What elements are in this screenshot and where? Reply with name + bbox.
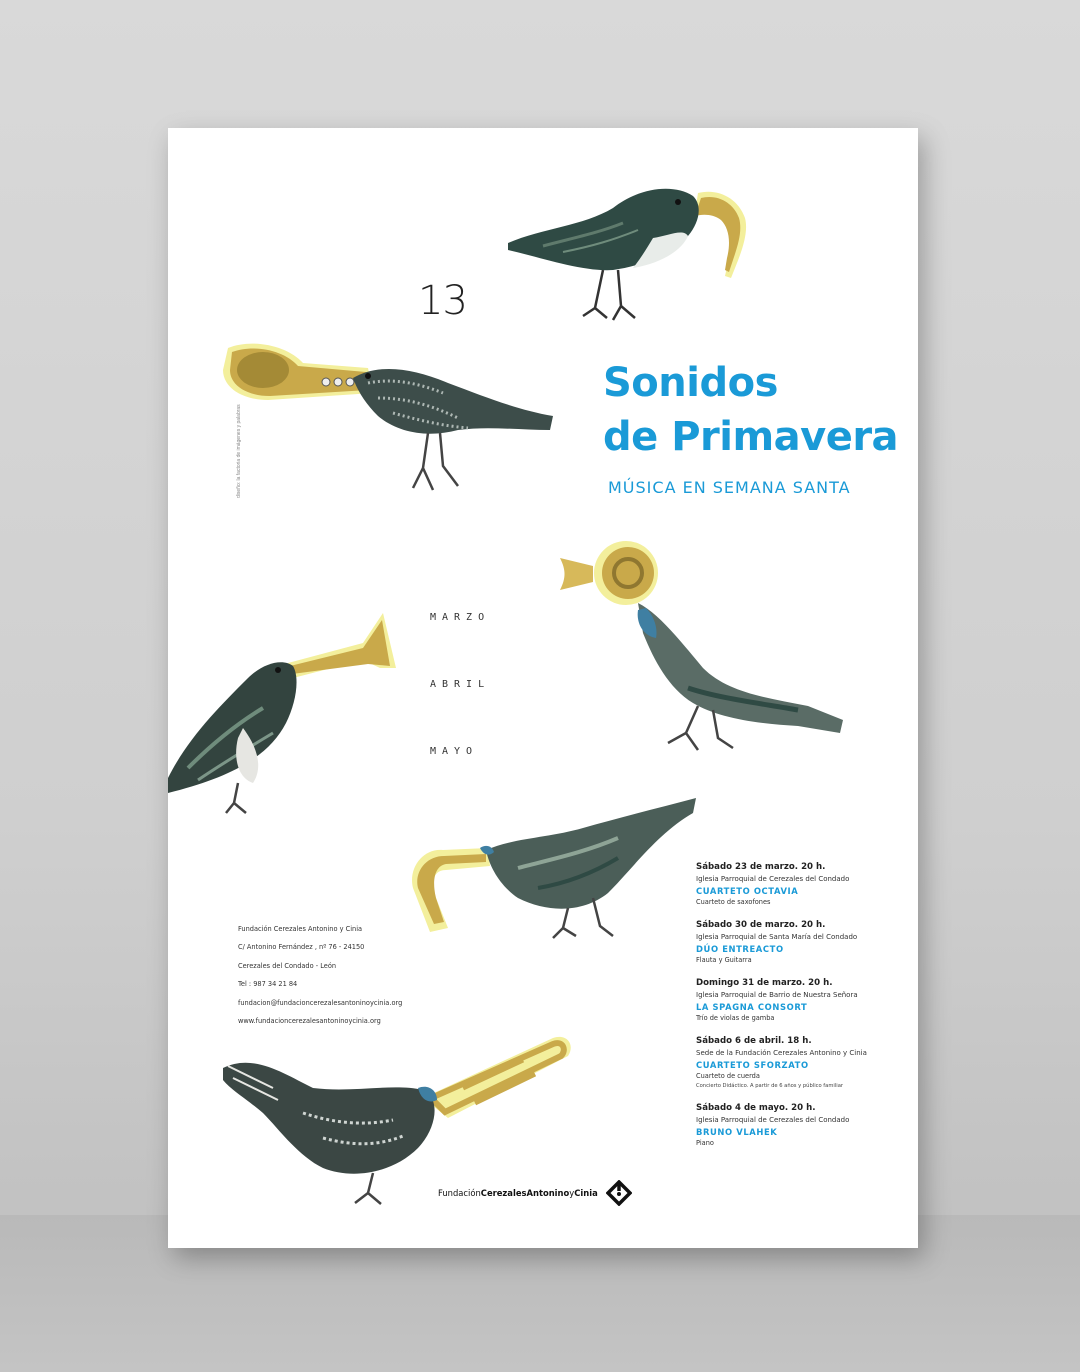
event-date: Sábado 23 de marzo. 20 h. — [696, 862, 826, 872]
month-april: ABRIL — [430, 679, 491, 690]
event-date: Sábado 30 de marzo. 20 h. — [696, 920, 826, 930]
edition-number: 13 — [418, 278, 467, 324]
events-list — [696, 861, 906, 1160]
event-item — [696, 861, 906, 908]
event-performer: DÚO ENTREACTO — [696, 944, 784, 954]
month-march: MARZO — [430, 612, 491, 623]
bird-trumpet-illustration — [168, 608, 408, 818]
bird-saxophone-illustration — [503, 178, 763, 328]
page-title — [603, 356, 898, 464]
logo-word-1: Fundación — [438, 1188, 481, 1198]
bird-horn-illustration — [558, 538, 858, 768]
logo-word-2: Cerezales — [480, 1188, 527, 1198]
contact-email: fundacion@fundacioncerezalesantoninoycinia.org — [238, 998, 403, 1007]
event-description: Cuarteto de cuerda — [696, 1072, 760, 1080]
poster — [168, 128, 918, 1248]
event-date: Sábado 4 de mayo. 20 h. — [696, 1103, 816, 1113]
event-item — [696, 919, 906, 966]
event-date: Sábado 6 de abril. 18 h. — [696, 1036, 812, 1046]
event-note: Concierto Didáctico. A partir de 6 años y público familiar — [696, 1083, 844, 1089]
subtitle: MÚSICA EN SEMANA SANTA — [608, 478, 851, 497]
title-line-2: de Primavera — [603, 414, 899, 460]
contact-block — [238, 920, 402, 1030]
event-place: Iglesia Parroquial de Santa María del Condado — [696, 933, 858, 941]
tag-icon — [606, 1180, 632, 1206]
event-performer: CUARTETO SFORZATO — [696, 1060, 809, 1070]
title-line-1: Sonidos — [603, 360, 778, 406]
event-description: Trío de violas de gamba — [696, 1014, 775, 1022]
event-description: Flauta y Guitarra — [696, 956, 752, 964]
event-performer: BRUNO VLAHEK — [696, 1127, 778, 1137]
event-item — [696, 1035, 906, 1091]
logo-wordmark — [438, 1188, 598, 1198]
foundation-logo — [438, 1180, 632, 1206]
contact-web: www.fundacioncerezalesantoninoycinia.org — [238, 1017, 381, 1026]
event-date: Domingo 31 de marzo. 20 h. — [696, 978, 833, 988]
event-place: Iglesia Parroquial de Cerezales del Condado — [696, 1116, 850, 1124]
event-place: Sede de la Fundación Cerezales Antonino y Cinia — [696, 1049, 867, 1057]
logo-word-5: Cinia — [574, 1188, 598, 1198]
contact-town: Cerezales del Condado - León — [238, 961, 337, 970]
event-performer: LA SPAGNA CONSORT — [696, 1002, 808, 1012]
logo-word-3: Antonino — [526, 1188, 570, 1198]
event-performer: CUARTETO OCTAVIA — [696, 886, 799, 896]
event-place: Iglesia Parroquial de Cerezales del Condado — [696, 875, 850, 883]
design-credit: diseño: la factoria de imágenes y palabras — [236, 404, 242, 498]
contact-phone: Tel : 987 34 21 84 — [238, 980, 298, 989]
contact-street: C/ Antonino Fernández , nº 76 - 24150 — [238, 943, 365, 952]
month-may: MAYO — [430, 746, 479, 757]
event-place: Iglesia Parroquial de Barrio de Nuestra Señora — [696, 991, 858, 999]
event-item — [696, 977, 906, 1024]
event-description: Piano — [696, 1139, 714, 1147]
bird-bent-horn-illustration — [408, 798, 708, 968]
bird-saxophone-bell-illustration — [218, 338, 558, 508]
contact-org: Fundación Cerezales Antonino y Cinia — [238, 925, 363, 933]
event-description: Cuarteto de saxofones — [696, 898, 771, 906]
event-item — [696, 1102, 906, 1149]
logo-word-4: y — [569, 1188, 575, 1198]
